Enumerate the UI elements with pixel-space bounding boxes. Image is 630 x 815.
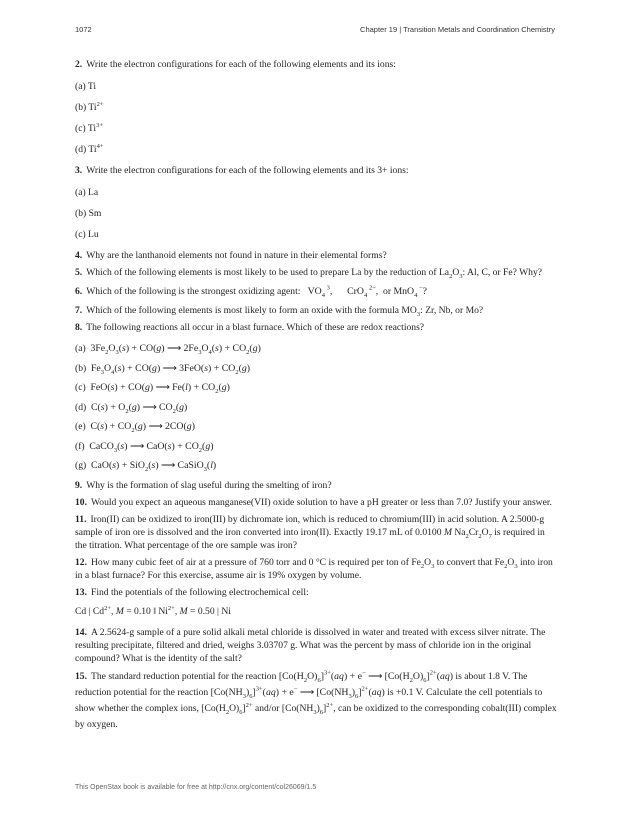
ion-mno4: MnO$_4$ −? [393, 284, 428, 299]
question-text: Why is the formation of slag useful during the smelting of iron? [86, 479, 332, 491]
q2-part-b: (b) $Ti^{2+}$ [75, 100, 104, 113]
q3-part-a: (a) La [75, 187, 99, 198]
question-9 [75, 479, 557, 492]
q2-part-d: (d) $Ti^{4+}$ [75, 142, 104, 155]
reaction-a: (a) $3Fe_2O_3(s) + CO(g)$ ⟶ $2Fe_3O_4(s) + CO_2(g)$ [75, 343, 261, 356]
question-number: 2. [75, 59, 83, 70]
question-2 [75, 58, 557, 71]
reaction-b: (b) $Fe_3O_4(s) + CO(g)$ ⟶ $3FeO(s) + CO_2(g)$ [75, 362, 250, 376]
chapter-title: Chapter 19 | Transition Metals and Coordination Chemistry [360, 25, 555, 34]
question-text: A 2.5624-g sample of a pure solid alkali metal chloride is dissolved in water and treated with excess silver nitrate. The resulting precipitate, filtered and dried, weighs 3.03707 g. What was the percent by mass of chloride ion in the original compound? What is the identity of the salt? [75, 626, 546, 664]
ion-cro4: CrO$_4$ $^{2-}$, [347, 284, 379, 299]
question-text: Write the electron configurations for each of the following elements and its 3+ ions: [86, 165, 409, 176]
question-number: 4. [75, 250, 83, 261]
electrochemical-cell: Cd | $Cd^{2+}$, M = 0.10 ‖ $Ni^{2+}$, M = 0.50 | Ni [75, 604, 231, 617]
question-7: 7. Which of the following elements is most likely to form an oxide with the formula $MO_3$: Zr, Nb, or Mo? [75, 305, 484, 318]
question-number: 14. [75, 626, 87, 638]
question-13 [75, 586, 557, 599]
question-number: 5. [75, 267, 83, 278]
question-number: 9. [75, 479, 83, 491]
question-number: 13. [75, 586, 87, 598]
reaction-g: (g) CaO(s) + SiO$_2$(s) ⟶ CaSiO$_3$(l) [75, 460, 217, 473]
question-text: Find the potentials of the following electrochemical cell: [91, 586, 309, 598]
question-number: 7. [75, 305, 83, 316]
question-3 [75, 164, 557, 177]
reaction-f: (f) CaCO$_3$(s) ⟶ $CaO(s) + CO_2(g)$ [75, 440, 214, 454]
question-text: Would you expect an aqueous manganese(VII) oxide solution to have a pH greater or less than 7.0? Justify your answer. [91, 496, 552, 508]
question-text: Why are the lanthanoid elements not found in nature in their elemental forms? [86, 250, 387, 261]
question-10 [75, 496, 557, 509]
ion-vo4: $VO_4$ $^3$, [302, 284, 333, 299]
question-6: 6. Which of the following is the strongest oxidizing agent: $VO_4$ $^3$, CrO$_4$ $^{2-}$, or MnO$_4$ −? [75, 284, 428, 299]
q2-part-c: (c) $Ti^{3+}$ [75, 121, 103, 134]
question-text: Which of the following is the strongest oxidizing agent: [86, 286, 301, 297]
exercise-list [75, 58, 557, 737]
footer-note: This OpenStax book is available for free at http://cnx.org/content/col26069/1.5 [75, 784, 317, 791]
question-14 [75, 626, 557, 665]
question-number: 15. [75, 670, 87, 682]
reaction-d: (d) $C(s) + O_2(g)$ ⟶ $CO_2(g)$ [75, 401, 188, 415]
question-number: 3. [75, 165, 83, 176]
q3-part-c: (c) Lu [75, 229, 99, 240]
question-number: 12. [75, 556, 87, 568]
question-text: Write the electron configurations for each of the following elements and its ions: [86, 59, 396, 70]
question-number: 8. [75, 322, 83, 333]
question-12: 12. How many cubic feet of air at a pressure of 760 torr and 0 °C is required per ton of $Fe_2O_3$ to convert that $Fe_2O_3$ into iron in a blast furnace? For this exercise, assume air is 19% oxygen by volume. [75, 556, 553, 581]
question-11: 11. Iron(II) can be oxidized to iron(III) by dichromate ion, which is reduced to chromium(III) in acid solution. A 2.5000-g sample of iron ore is dissolved and the iron converted into iron(II). Exactly 19.17 mL of 0.0100 M $Na_2Cr_2O_7$ is required in the titration. What percentage of the ore sample was iron? [75, 513, 545, 551]
question-number: 6. [75, 286, 83, 297]
question-5: 5. Which of the following elements is most likely to be used to prepare La by the reduction of $La_2O_3$: Al, C, or Fe? Why? [75, 267, 543, 280]
question-text: The following reactions all occur in a blast furnace. Which of these are redox reactions? [86, 322, 425, 333]
question-number: 10. [75, 496, 87, 508]
q3-part-b: (b) Sm [75, 208, 102, 219]
reaction-e: (e) $C(s) + CO_2(g)$ ⟶ 2CO(g) [75, 421, 195, 434]
question-15: 15. The standard reduction potential for the reaction $[Co(H_2O)_6]^{3+}(aq) + e^-$ ⟶ $[Co(H_2O)_6]^{2+}(aq)$ is about 1.8 V. The reduction potential for the reaction $[Co(NH_3)_6]^{3+}(aq) + e^-$ ⟶ $[Co(NH_3)_6]^{2+}(aq)$ is +0.1 V. Calculate the cell potentials to show whether the complex ions, $[Co(H_2O)_6]^{2+}$ and/or $[Co(NH_3)_6]^{2+}$, can be oxidized to the corresponding cobalt(III) complex by oxygen. [75, 669, 557, 730]
page-number: 1072 [75, 25, 92, 34]
question-8 [75, 321, 557, 334]
question-4 [75, 249, 557, 262]
reaction-c: (c) FeO(s) + CO(g) ⟶ $Fe(l) + CO_2(g)$ [75, 382, 230, 395]
question-number: 11. [75, 513, 87, 525]
q2-part-a: (a) Ti [75, 81, 97, 92]
